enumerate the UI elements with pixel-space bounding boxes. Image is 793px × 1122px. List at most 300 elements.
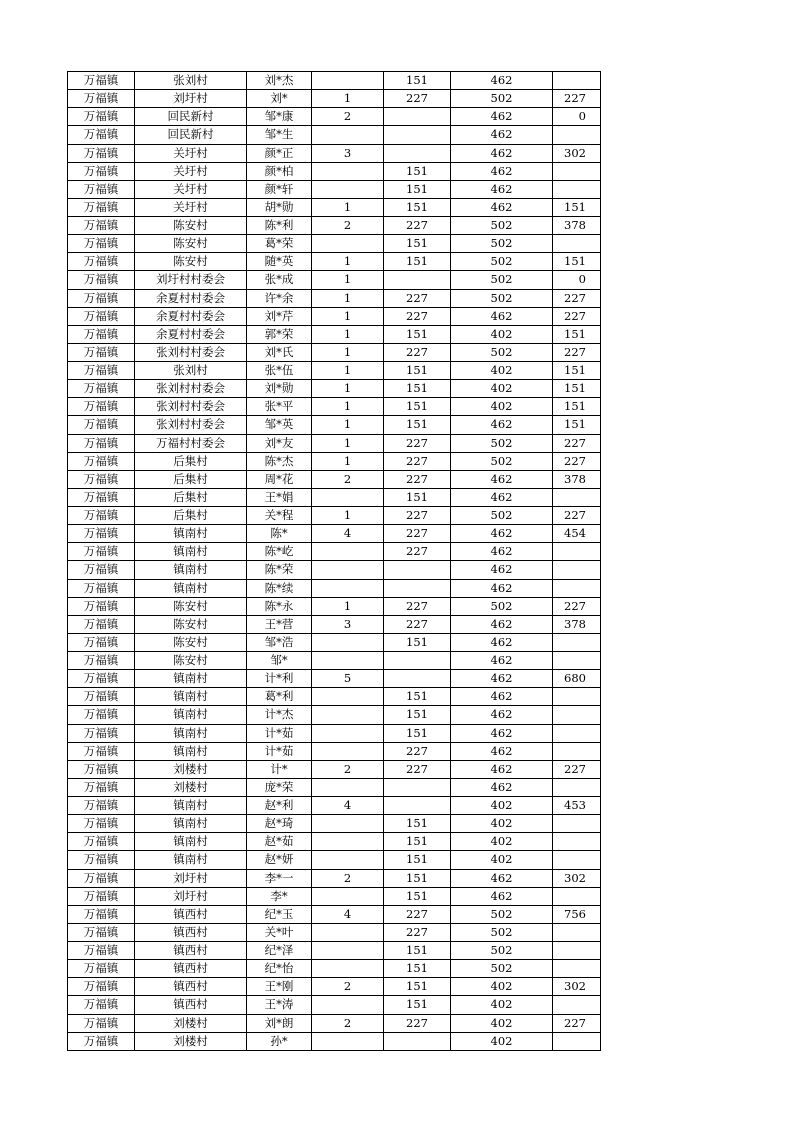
total-cell	[553, 923, 601, 941]
table-row	[68, 180, 601, 198]
town-cell: 万福镇	[68, 851, 135, 869]
table-row	[68, 525, 601, 543]
amount-a-cell: 151	[384, 398, 451, 416]
table-row	[68, 670, 601, 688]
total-cell: 151	[553, 398, 601, 416]
village-cell: 镇西村	[135, 996, 247, 1014]
village-cell: 万福村村委会	[135, 434, 247, 452]
table-row	[68, 235, 601, 253]
count-cell	[312, 162, 384, 180]
town-cell: 万福镇	[68, 1032, 135, 1050]
amount-a-cell: 227	[384, 507, 451, 525]
town-cell: 万福镇	[68, 887, 135, 905]
total-cell: 378	[553, 615, 601, 633]
amount-b-cell: 502	[451, 235, 553, 253]
total-cell: 151	[553, 380, 601, 398]
town-cell: 万福镇	[68, 670, 135, 688]
table-row	[68, 905, 601, 923]
village-cell: 陈安村	[135, 597, 247, 615]
table-row	[68, 996, 601, 1014]
count-cell: 2	[312, 108, 384, 126]
amount-b-cell: 402	[451, 797, 553, 815]
table-row	[68, 978, 601, 996]
count-cell	[312, 923, 384, 941]
town-cell: 万福镇	[68, 72, 135, 90]
total-cell: 151	[553, 325, 601, 343]
village-cell: 镇南村	[135, 706, 247, 724]
total-cell	[553, 633, 601, 651]
village-cell: 镇西村	[135, 942, 247, 960]
name-cell: 纪*泽	[247, 942, 312, 960]
town-cell: 万福镇	[68, 162, 135, 180]
count-cell	[312, 887, 384, 905]
table-row	[68, 434, 601, 452]
town-cell: 万福镇	[68, 525, 135, 543]
name-cell: 刘*氏	[247, 343, 312, 361]
amount-b-cell: 462	[451, 887, 553, 905]
town-cell: 万福镇	[68, 978, 135, 996]
amount-a-cell: 151	[384, 833, 451, 851]
amount-b-cell: 462	[451, 688, 553, 706]
village-cell: 张刘村村委会	[135, 343, 247, 361]
village-cell: 陈安村	[135, 253, 247, 271]
name-cell: 纪*怡	[247, 960, 312, 978]
amount-a-cell	[384, 108, 451, 126]
count-cell	[312, 579, 384, 597]
count-cell: 1	[312, 398, 384, 416]
village-cell: 回民新村	[135, 126, 247, 144]
table-row	[68, 470, 601, 488]
count-cell: 2	[312, 978, 384, 996]
name-cell: 李*	[247, 887, 312, 905]
amount-a-cell: 151	[384, 942, 451, 960]
town-cell: 万福镇	[68, 325, 135, 343]
table-row	[68, 742, 601, 760]
name-cell: 邹*康	[247, 108, 312, 126]
village-cell: 后集村	[135, 488, 247, 506]
town-cell: 万福镇	[68, 833, 135, 851]
village-cell: 镇西村	[135, 923, 247, 941]
village-cell: 镇南村	[135, 525, 247, 543]
count-cell: 1	[312, 507, 384, 525]
total-cell: 227	[553, 307, 601, 325]
table-row	[68, 942, 601, 960]
count-cell: 2	[312, 760, 384, 778]
village-cell: 余夏村村委会	[135, 307, 247, 325]
amount-b-cell: 462	[451, 652, 553, 670]
count-cell	[312, 72, 384, 90]
total-cell: 227	[553, 597, 601, 615]
amount-b-cell: 402	[451, 815, 553, 833]
amount-a-cell	[384, 1032, 451, 1050]
table-row	[68, 162, 601, 180]
amount-a-cell: 151	[384, 851, 451, 869]
town-cell: 万福镇	[68, 615, 135, 633]
town-cell: 万福镇	[68, 1014, 135, 1032]
amount-b-cell: 402	[451, 398, 553, 416]
count-cell: 1	[312, 325, 384, 343]
name-cell: 颜*轩	[247, 180, 312, 198]
amount-b-cell: 462	[451, 525, 553, 543]
table-row	[68, 561, 601, 579]
name-cell: 王*刚	[247, 978, 312, 996]
amount-a-cell: 151	[384, 416, 451, 434]
town-cell: 万福镇	[68, 235, 135, 253]
amount-b-cell: 462	[451, 579, 553, 597]
town-cell: 万福镇	[68, 942, 135, 960]
count-cell: 3	[312, 615, 384, 633]
name-cell: 陈*	[247, 525, 312, 543]
count-cell	[312, 688, 384, 706]
total-cell	[553, 162, 601, 180]
count-cell: 2	[312, 217, 384, 235]
total-cell	[553, 833, 601, 851]
town-cell: 万福镇	[68, 706, 135, 724]
village-cell: 张刘村村委会	[135, 416, 247, 434]
name-cell: 刘*杰	[247, 72, 312, 90]
village-cell: 刘圩村村委会	[135, 271, 247, 289]
count-cell	[312, 851, 384, 869]
town-cell: 万福镇	[68, 960, 135, 978]
amount-a-cell: 227	[384, 452, 451, 470]
total-cell: 227	[553, 289, 601, 307]
village-cell: 后集村	[135, 507, 247, 525]
village-cell: 刘圩村	[135, 90, 247, 108]
amount-a-cell: 151	[384, 996, 451, 1014]
town-cell: 万福镇	[68, 416, 135, 434]
amount-b-cell: 402	[451, 851, 553, 869]
count-cell: 1	[312, 452, 384, 470]
name-cell: 王*营	[247, 615, 312, 633]
table-row	[68, 108, 601, 126]
village-cell: 陈安村	[135, 652, 247, 670]
town-cell: 万福镇	[68, 507, 135, 525]
total-cell	[553, 579, 601, 597]
count-cell	[312, 633, 384, 651]
total-cell: 378	[553, 470, 601, 488]
total-cell: 302	[553, 144, 601, 162]
total-cell: 227	[553, 507, 601, 525]
total-cell	[553, 652, 601, 670]
village-cell: 陈安村	[135, 615, 247, 633]
name-cell: 胡*勋	[247, 198, 312, 216]
amount-b-cell: 462	[451, 144, 553, 162]
amount-a-cell	[384, 670, 451, 688]
town-cell: 万福镇	[68, 398, 135, 416]
count-cell: 1	[312, 90, 384, 108]
name-cell: 邹*浩	[247, 633, 312, 651]
town-cell: 万福镇	[68, 289, 135, 307]
name-cell: 邹*英	[247, 416, 312, 434]
total-cell	[553, 996, 601, 1014]
total-cell	[553, 887, 601, 905]
name-cell: 赵*妍	[247, 851, 312, 869]
table-row	[68, 325, 601, 343]
amount-a-cell: 151	[384, 180, 451, 198]
total-cell	[553, 742, 601, 760]
name-cell: 刘*勋	[247, 380, 312, 398]
total-cell	[553, 488, 601, 506]
count-cell	[312, 652, 384, 670]
table-row	[68, 760, 601, 778]
count-cell: 1	[312, 343, 384, 361]
total-cell: 151	[553, 416, 601, 434]
table-row	[68, 507, 601, 525]
name-cell: 刘*友	[247, 434, 312, 452]
amount-b-cell: 502	[451, 960, 553, 978]
village-cell: 刘楼村	[135, 1032, 247, 1050]
count-cell: 1	[312, 289, 384, 307]
town-cell: 万福镇	[68, 724, 135, 742]
table-row	[68, 452, 601, 470]
name-cell: 周*花	[247, 470, 312, 488]
table-row	[68, 851, 601, 869]
total-cell	[553, 235, 601, 253]
amount-b-cell: 462	[451, 307, 553, 325]
amount-a-cell: 227	[384, 760, 451, 778]
amount-a-cell: 151	[384, 869, 451, 887]
count-cell: 2	[312, 470, 384, 488]
town-cell: 万福镇	[68, 144, 135, 162]
amount-a-cell	[384, 778, 451, 796]
amount-a-cell: 151	[384, 162, 451, 180]
name-cell: 郭*荣	[247, 325, 312, 343]
total-cell: 0	[553, 108, 601, 126]
table-row	[68, 1014, 601, 1032]
town-cell: 万福镇	[68, 543, 135, 561]
amount-a-cell: 227	[384, 525, 451, 543]
town-cell: 万福镇	[68, 905, 135, 923]
town-cell: 万福镇	[68, 652, 135, 670]
amount-b-cell: 402	[451, 996, 553, 1014]
count-cell: 1	[312, 253, 384, 271]
amount-a-cell	[384, 561, 451, 579]
name-cell: 关*叶	[247, 923, 312, 941]
total-cell: 227	[553, 90, 601, 108]
table-row	[68, 706, 601, 724]
total-cell: 227	[553, 452, 601, 470]
total-cell: 454	[553, 525, 601, 543]
amount-b-cell: 462	[451, 670, 553, 688]
total-cell	[553, 778, 601, 796]
amount-b-cell: 502	[451, 434, 553, 452]
town-cell: 万福镇	[68, 434, 135, 452]
total-cell: 151	[553, 253, 601, 271]
amount-a-cell	[384, 652, 451, 670]
total-cell: 302	[553, 869, 601, 887]
name-cell: 陈*杰	[247, 452, 312, 470]
village-cell: 镇西村	[135, 960, 247, 978]
total-cell	[553, 942, 601, 960]
village-cell: 镇南村	[135, 815, 247, 833]
amount-a-cell: 151	[384, 960, 451, 978]
table-row	[68, 923, 601, 941]
village-cell: 陈安村	[135, 235, 247, 253]
amount-b-cell: 502	[451, 452, 553, 470]
amount-b-cell: 462	[451, 742, 553, 760]
amount-b-cell: 462	[451, 760, 553, 778]
count-cell	[312, 1032, 384, 1050]
amount-b-cell: 502	[451, 289, 553, 307]
table-row	[68, 253, 601, 271]
amount-b-cell: 462	[451, 162, 553, 180]
village-cell: 陈安村	[135, 633, 247, 651]
town-cell: 万福镇	[68, 452, 135, 470]
table-row	[68, 633, 601, 651]
village-cell: 余夏村村委会	[135, 289, 247, 307]
amount-b-cell: 462	[451, 869, 553, 887]
town-cell: 万福镇	[68, 869, 135, 887]
amount-b-cell: 402	[451, 325, 553, 343]
amount-a-cell: 227	[384, 923, 451, 941]
count-cell	[312, 561, 384, 579]
town-cell: 万福镇	[68, 996, 135, 1014]
amount-a-cell	[384, 271, 451, 289]
amount-b-cell: 462	[451, 72, 553, 90]
amount-b-cell: 402	[451, 1032, 553, 1050]
count-cell: 1	[312, 271, 384, 289]
total-cell	[553, 72, 601, 90]
name-cell: 随*英	[247, 253, 312, 271]
amount-a-cell: 151	[384, 706, 451, 724]
name-cell: 许*余	[247, 289, 312, 307]
table-row	[68, 652, 601, 670]
count-cell: 1	[312, 380, 384, 398]
town-cell: 万福镇	[68, 778, 135, 796]
count-cell: 2	[312, 869, 384, 887]
village-cell: 镇南村	[135, 833, 247, 851]
total-cell: 378	[553, 217, 601, 235]
town-cell: 万福镇	[68, 633, 135, 651]
amount-b-cell: 402	[451, 380, 553, 398]
amount-a-cell: 227	[384, 905, 451, 923]
table-row	[68, 289, 601, 307]
name-cell: 纪*玉	[247, 905, 312, 923]
village-cell: 镇南村	[135, 670, 247, 688]
name-cell: 陈*永	[247, 597, 312, 615]
total-cell	[553, 706, 601, 724]
total-cell	[553, 960, 601, 978]
name-cell: 陈*续	[247, 579, 312, 597]
total-cell	[553, 543, 601, 561]
amount-b-cell: 502	[451, 942, 553, 960]
name-cell: 葛*荣	[247, 235, 312, 253]
total-cell: 151	[553, 362, 601, 380]
name-cell: 王*涛	[247, 996, 312, 1014]
village-cell: 回民新村	[135, 108, 247, 126]
amount-b-cell: 462	[451, 561, 553, 579]
village-cell: 张刘村村委会	[135, 398, 247, 416]
count-cell	[312, 126, 384, 144]
village-cell: 陈安村	[135, 217, 247, 235]
village-cell: 关圩村	[135, 198, 247, 216]
amount-b-cell: 462	[451, 198, 553, 216]
name-cell: 颜*柏	[247, 162, 312, 180]
amount-a-cell: 227	[384, 343, 451, 361]
total-cell: 227	[553, 343, 601, 361]
count-cell: 1	[312, 198, 384, 216]
table-row	[68, 543, 601, 561]
name-cell: 孙*	[247, 1032, 312, 1050]
table-row	[68, 815, 601, 833]
amount-b-cell: 402	[451, 978, 553, 996]
amount-a-cell: 151	[384, 688, 451, 706]
town-cell: 万福镇	[68, 108, 135, 126]
amount-b-cell: 462	[451, 180, 553, 198]
village-cell: 镇南村	[135, 579, 247, 597]
amount-a-cell: 151	[384, 380, 451, 398]
count-cell: 4	[312, 797, 384, 815]
amount-b-cell: 402	[451, 833, 553, 851]
name-cell: 邹*生	[247, 126, 312, 144]
town-cell: 万福镇	[68, 90, 135, 108]
table-row	[68, 217, 601, 235]
amount-b-cell: 462	[451, 126, 553, 144]
table-row	[68, 615, 601, 633]
count-cell	[312, 543, 384, 561]
town-cell: 万福镇	[68, 688, 135, 706]
town-cell: 万福镇	[68, 470, 135, 488]
table-row	[68, 380, 601, 398]
name-cell: 李*一	[247, 869, 312, 887]
table-row	[68, 579, 601, 597]
amount-b-cell: 502	[451, 507, 553, 525]
amount-a-cell: 227	[384, 1014, 451, 1032]
amount-b-cell: 502	[451, 217, 553, 235]
count-cell: 1	[312, 434, 384, 452]
amount-a-cell: 151	[384, 325, 451, 343]
amount-a-cell	[384, 579, 451, 597]
count-cell: 1	[312, 416, 384, 434]
village-cell: 后集村	[135, 470, 247, 488]
total-cell: 680	[553, 670, 601, 688]
amount-b-cell: 462	[451, 416, 553, 434]
total-cell: 0	[553, 271, 601, 289]
count-cell	[312, 235, 384, 253]
town-cell: 万福镇	[68, 561, 135, 579]
table-row	[68, 362, 601, 380]
total-cell: 227	[553, 434, 601, 452]
count-cell	[312, 706, 384, 724]
village-cell: 关圩村	[135, 162, 247, 180]
amount-b-cell: 502	[451, 923, 553, 941]
total-cell: 453	[553, 797, 601, 815]
amount-a-cell: 227	[384, 597, 451, 615]
table-row	[68, 960, 601, 978]
name-cell: 陈*利	[247, 217, 312, 235]
name-cell: 刘*朗	[247, 1014, 312, 1032]
village-cell: 镇南村	[135, 797, 247, 815]
town-cell: 万福镇	[68, 760, 135, 778]
total-cell	[553, 724, 601, 742]
town-cell: 万福镇	[68, 380, 135, 398]
table-row	[68, 144, 601, 162]
name-cell: 邹*	[247, 652, 312, 670]
amount-a-cell	[384, 797, 451, 815]
town-cell: 万福镇	[68, 815, 135, 833]
amount-a-cell: 227	[384, 289, 451, 307]
amount-a-cell	[384, 144, 451, 162]
village-cell: 镇西村	[135, 978, 247, 996]
village-cell: 镇南村	[135, 851, 247, 869]
total-cell: 227	[553, 1014, 601, 1032]
name-cell: 颜*正	[247, 144, 312, 162]
count-cell: 2	[312, 1014, 384, 1032]
total-cell	[553, 851, 601, 869]
amount-a-cell: 151	[384, 633, 451, 651]
count-cell	[312, 960, 384, 978]
town-cell: 万福镇	[68, 343, 135, 361]
